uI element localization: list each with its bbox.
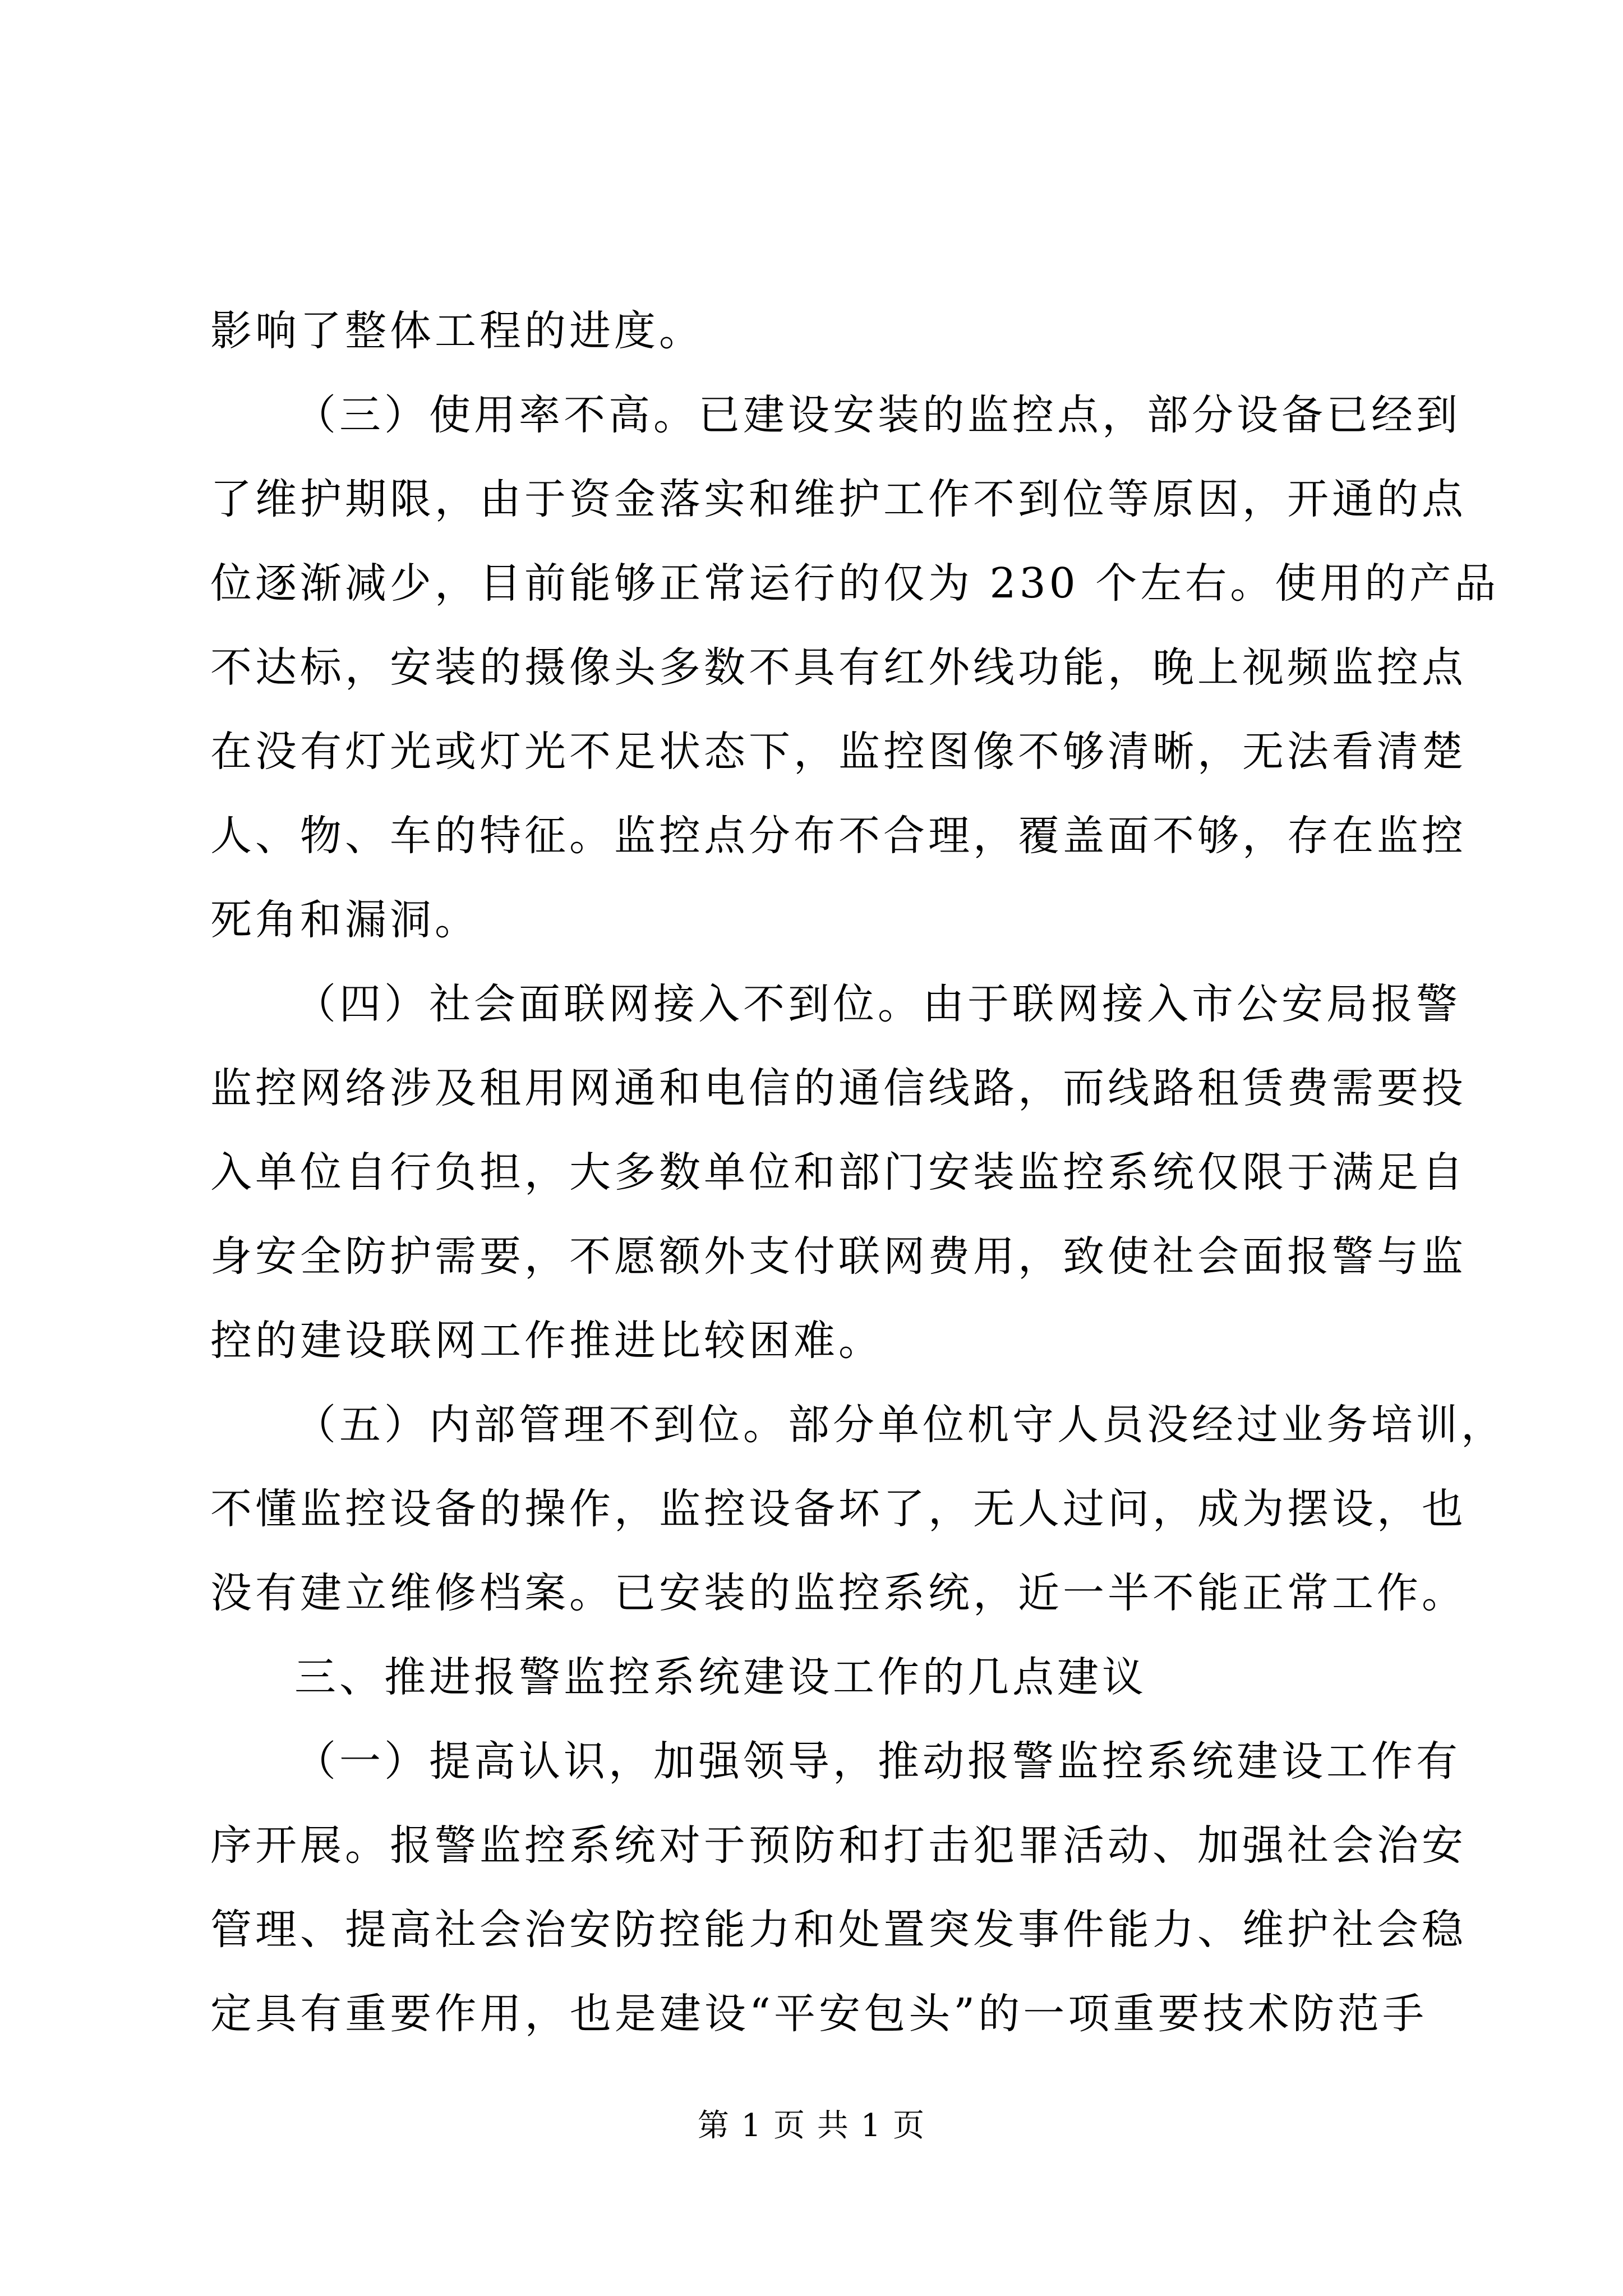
body-line: 监控网络涉及租用网通和电信的通信线路，而线路租赁费需要投 (210, 1064, 1467, 1112)
body-line: 身安全防护需要，不愿额外支付联网费用，致使社会面报警与监 (210, 1232, 1467, 1281)
body-line: 没有建立维修档案。已安装的监控系统，近一半不能正常工作。 (210, 1569, 1467, 1617)
section-heading: 三、推进报警监控系统建设工作的几点建议 (294, 1653, 1147, 1701)
body-line: 影响了整体工程的进度。 (210, 307, 704, 355)
body-line: 不懂监控设备的操作，监控设备坏了，无人过问，成为摆设，也 (210, 1485, 1467, 1533)
body-line: （五）内部管理不到位。部分单位机守人员没经过业务培训， (294, 1401, 1506, 1449)
body-line: 不达标，安装的摄像头多数不具有红外线功能，晚上视频监控点 (210, 643, 1467, 692)
body-line: 序开展。报警监控系统对于预防和打击犯罪活动、加强社会治安 (210, 1821, 1467, 1870)
body-line: 位逐渐减少，目前能够正常运行的仅为 230 个左右。使用的产品 (210, 559, 1500, 608)
body-line: 死角和漏洞。 (210, 896, 479, 944)
body-line: 在没有灯光或灯光不足状态下，监控图像不够清晰，无法看清楚 (210, 728, 1467, 776)
body-line: 入单位自行负担，大多数单位和部门安装监控系统仅限于满足自 (210, 1148, 1467, 1197)
page-number-footer: 第 1 页 共 1 页 (697, 2108, 926, 2144)
body-line: （三）使用率不高。已建设安装的监控点，部分设备已经到 (294, 391, 1461, 439)
body-line: 人、物、车的特征。监控点分布不合理，覆盖面不够，存在监控 (210, 812, 1467, 860)
body-line: （四）社会面联网接入不到位。由于联网接入市公安局报警 (294, 980, 1461, 1028)
body-line: 管理、提高社会治安防控能力和处置突发事件能力、维护社会稳 (210, 1906, 1467, 1954)
body-line: （一）提高认识，加强领导，推动报警监控系统建设工作有 (294, 1737, 1461, 1786)
body-line: 定具有重要作用，也是建设“平安包头”的一项重要技术防范手 (210, 1990, 1427, 2038)
body-line: 了维护期限，由于资金落实和维护工作不到位等原因，开通的点 (210, 475, 1467, 523)
body-line: 控的建设联网工作推进比较困难。 (210, 1317, 883, 1365)
